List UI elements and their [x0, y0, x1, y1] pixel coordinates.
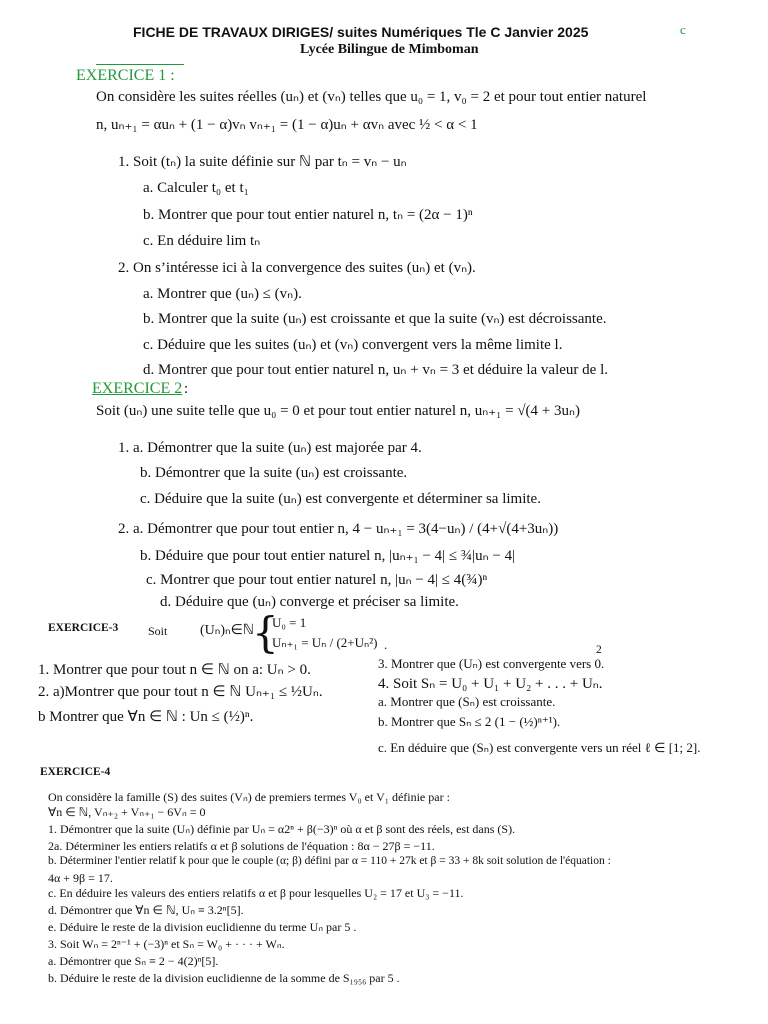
ex2-q2d: d. Déduire que (uₙ) converge et préciser sa limite. [160, 594, 459, 610]
ex4-line12: b. Déduire le reste de la division euclidienne de la somme de S₁₉₅₆ par 5 . [48, 971, 400, 985]
worksheet-title: FICHE DE TRAVAUX DIRIGES/ suites Numériques Tle C Janvier 2025 [133, 24, 589, 40]
ex1-q1c: c. En déduire lim tₙ [143, 233, 261, 249]
ex4-line2: ∀n ∈ ℕ, Vₙ₊₂ + Vₙ₊₁ − 6Vₙ = 0 [48, 805, 206, 819]
ex4-line8: d. Démontrer que ∀n ∈ ℕ, Uₙ ≡ 3.2ⁿ[5]. [48, 903, 244, 917]
ex2-label: EXERCICE 2 [92, 380, 183, 397]
ex1-q2c: c. Déduire que les suites (uₙ) et (vₙ) convergent vers la même limite l. [143, 337, 563, 353]
ex2-q2b: b. Déduire que pour tout entier naturel n, |uₙ₊₁ − 4| ≤ ¾|uₙ − 4| [140, 548, 516, 564]
ex1-q2a: a. Montrer que (uₙ) ≤ (vₙ). [143, 286, 302, 302]
ex3-family: (Uₙ)ₙ∈ℕ [200, 623, 254, 638]
ex4-line7: c. En déduire les valeurs des entiers relatifs α et β pour lesquelles U₂ = 17 et U₃ = −11. [48, 886, 464, 900]
ex2-intro: Soit (uₙ) une suite telle que u₀ = 0 et pour tout entier naturel n, uₙ₊₁ = √(4 + 3uₙ) [96, 403, 580, 419]
ex4-line10: 3. Soit Wₙ = 2ⁿ⁻¹ + (−3)ⁿ et Sₙ = W₀ + · · · + Wₙ. [48, 937, 285, 951]
ex1-q2: 2. On s’intéresse ici à la convergence des suites (uₙ) et (vₙ). [118, 260, 476, 276]
ex3-q4: 4. Soit Sₙ = U₀ + U₁ + U₂ + . . . + Uₙ. [378, 676, 603, 692]
ex3-label: EXERCICE-3 [48, 622, 119, 634]
ex4-line5: b. Déterminer l'entier relatif k pour que le couple (α; β) défini par α = 110 + 27k et β = 33 + 8k soit solution de l'équation : [48, 855, 611, 867]
ex2-q1a: 1. a. Démontrer que la suite (uₙ) est majorée par 4. [118, 440, 422, 456]
ex3-q1: 1. Montrer que pour tout n ∈ ℕ on a: Uₙ > 0. [38, 662, 311, 678]
ex3-system-brace: { [252, 608, 279, 657]
ex3-q4a: a. Montrer que (Sₙ) est croissante. [378, 694, 556, 709]
ex1-q1: 1. Soit (tₙ) la suite définie sur ℕ par tₙ = vₙ − uₙ [118, 154, 407, 170]
ex3-q2b: b Montrer que ∀n ∈ ℕ : Un ≤ (½)ⁿ. [38, 709, 254, 725]
ex3-soit: Soit [148, 624, 168, 638]
ex1-rule [96, 64, 184, 65]
ex3-q4c: c. En déduire que (Sₙ) est convergente vers un réel ℓ ∈ [1; 2]. [378, 740, 701, 755]
ex4-line1: On considère la famille (S) des suites (Vₙ) de premiers termes V₀ et V₁ définie par : [48, 790, 450, 804]
ex2-q2c: c. Montrer que pour tout entier naturel n, |uₙ − 4| ≤ 4(¾)ⁿ [146, 572, 488, 588]
ex4-line11: a. Démontrer que Sₙ ≡ 2 − 4(2)ⁿ[5]. [48, 954, 219, 968]
ex2-q1b: b. Démontrer que la suite (uₙ) est croissante. [140, 465, 408, 481]
school-name: Lycée Bilingue de Mimboman [300, 42, 479, 57]
ex2-label-colon: : [184, 381, 189, 397]
ex1-label: EXERCICE 1 : [76, 67, 175, 84]
ex3-dot: . [384, 637, 388, 652]
ex4-line6: 4α + 9β = 17. [48, 871, 113, 885]
ex3-q3: 3. Montrer que (Uₙ) est convergente vers 0. [378, 656, 605, 671]
ex1-q2d: d. Montrer que pour tout entier naturel n, uₙ + vₙ = 3 et déduire la valeur de l. [143, 362, 608, 378]
ex3-system-line2: Uₙ₊₁ = Uₙ / (2+Uₙ²) [272, 635, 378, 650]
ex3-q4b: b. Montrer que Sₙ ≤ 2 (1 − (½)ⁿ⁺¹). [378, 714, 561, 729]
ex1-intro-line2: n, uₙ₊₁ = αuₙ + (1 − α)vₙ vₙ₊₁ = (1 − α)uₙ + αvₙ avec ½ < α < 1 [96, 117, 478, 133]
ex1-q2b: b. Montrer que la suite (uₙ) est croissante et que la suite (vₙ) est décroissante. [143, 311, 607, 327]
ex3-q2a: 2. a)Montrer que pour tout n ∈ ℕ Uₙ₊₁ ≤ ½Uₙ. [38, 684, 323, 700]
ex4-line4: 2a. Déterminer les entiers relatifs α et β solutions de l'équation : 8α − 27β = −11. [48, 839, 435, 853]
corner-mark: c [680, 22, 686, 37]
ex1-q1a: a. Calculer t₀ et t₁ [143, 180, 249, 196]
ex4-line3: 1. Démontrer que la suite (Uₙ) définie par Uₙ = α2ⁿ + β(−3)ⁿ où α et β sont des réels, est dans (S). [48, 822, 516, 836]
ex1-intro-line1: On considère les suites réelles (uₙ) et (vₙ) telles que u₀ = 1, v₀ = 2 et pour tout entier naturel [96, 89, 647, 105]
ex1-q1b: b. Montrer que pour tout entier naturel n, tₙ = (2α − 1)ⁿ [143, 207, 473, 223]
ex4-label: EXERCICE-4 [40, 766, 111, 778]
ex4-line9: e. Déduire le reste de la division euclidienne du terme Uₙ par 5 . [48, 920, 357, 934]
ex3-stray-digit: 2 [596, 644, 602, 656]
ex2-q2a: 2. a. Démontrer que pour tout entier n, 4 − uₙ₊₁ = 3(4−uₙ) / (4+√(4+3uₙ)) [118, 521, 559, 537]
ex2-q1c: c. Déduire que la suite (uₙ) est convergente et déterminer sa limite. [140, 491, 541, 507]
ex3-system-line1: U₀ = 1 [272, 615, 307, 630]
